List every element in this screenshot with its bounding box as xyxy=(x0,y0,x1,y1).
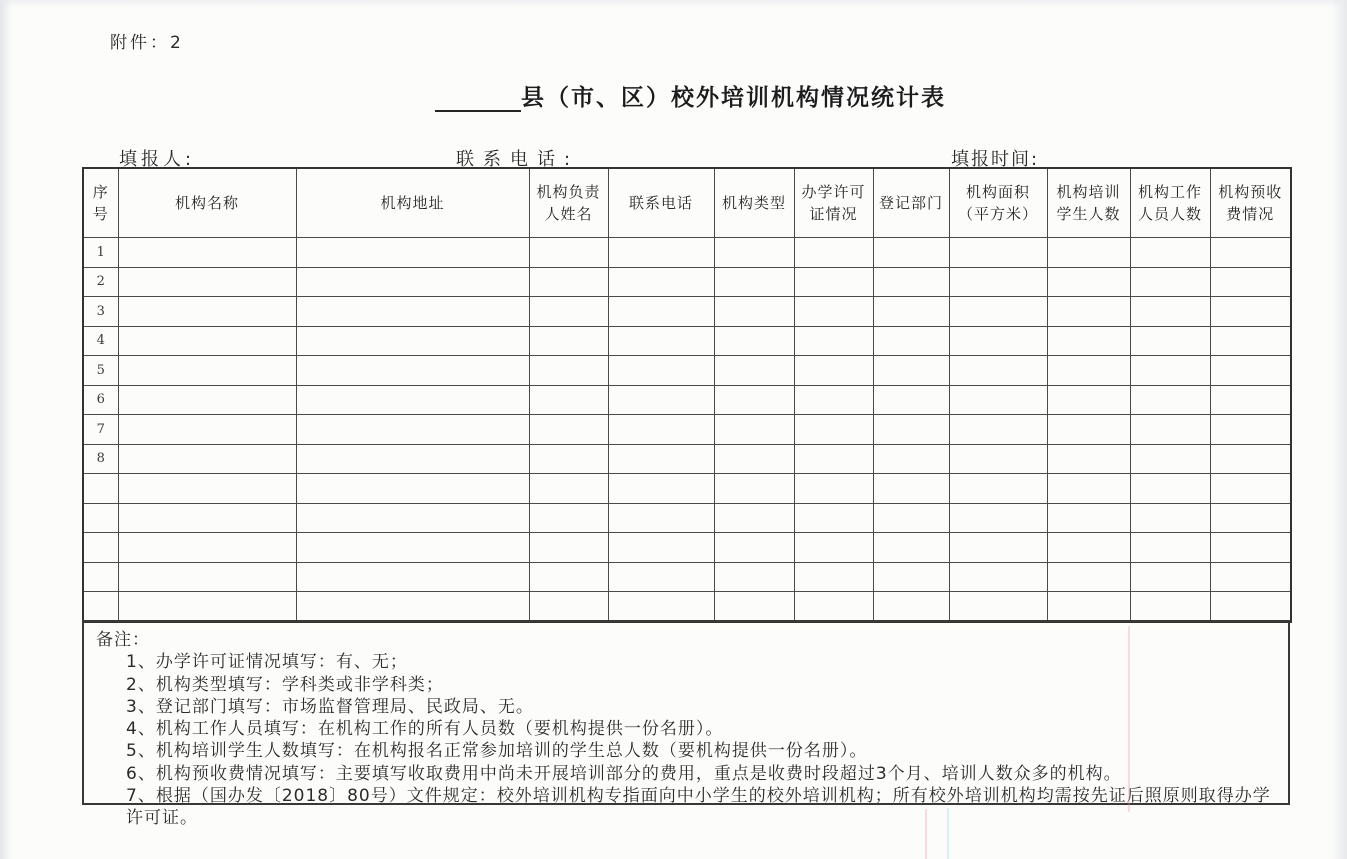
empty-cell xyxy=(1130,474,1210,504)
empty-cell xyxy=(873,474,949,504)
empty-cell xyxy=(949,415,1047,445)
empty-cell xyxy=(1130,385,1210,415)
row-number-cell: 8 xyxy=(83,444,118,474)
scan-edge-artifact xyxy=(0,0,12,859)
col-header-student-count: 机构培训 学生人数 xyxy=(1047,168,1130,238)
row-number-cell: 4 xyxy=(83,326,118,356)
empty-cell xyxy=(118,238,296,268)
empty-cell xyxy=(118,415,296,445)
empty-cell xyxy=(296,238,529,268)
scan-artifact xyxy=(947,808,949,859)
empty-cell xyxy=(949,592,1047,622)
empty-cell xyxy=(794,238,873,268)
empty-cell xyxy=(1130,297,1210,327)
empty-cell xyxy=(873,267,949,297)
row-number-cell xyxy=(83,562,118,592)
empty-cell xyxy=(714,562,794,592)
empty-cell xyxy=(529,326,608,356)
row-number-cell xyxy=(83,474,118,504)
col-header-staff-count: 机构工作 人员人数 xyxy=(1130,168,1210,238)
statistics-table xyxy=(82,167,1292,623)
col-header-license-status: 办学许可 证情况 xyxy=(794,168,873,238)
report-time-label: 填报时间: xyxy=(951,149,1040,170)
empty-cell xyxy=(794,385,873,415)
table-row xyxy=(83,267,1291,297)
empty-cell xyxy=(714,474,794,504)
empty-cell xyxy=(794,356,873,386)
note-item-6: 6、机构预收费情况填写：主要填写收取费用中尚未开展培训部分的费用，重点是收费时段超过3个月、培训人数众多的机构。 xyxy=(126,763,1122,784)
empty-cell xyxy=(608,297,714,327)
empty-cell xyxy=(1210,474,1291,504)
table-row xyxy=(83,592,1291,622)
empty-cell xyxy=(1047,592,1130,622)
scan-edge-artifact xyxy=(0,0,1347,8)
row-number-cell: 1 xyxy=(83,238,118,268)
empty-cell xyxy=(296,474,529,504)
empty-cell xyxy=(296,533,529,563)
empty-cell xyxy=(1047,356,1130,386)
filler-label: 填报人: xyxy=(119,149,196,170)
empty-cell xyxy=(608,533,714,563)
empty-cell xyxy=(608,474,714,504)
title-blank-line xyxy=(435,86,521,112)
scan-artifact xyxy=(1128,626,1130,812)
empty-cell xyxy=(873,385,949,415)
empty-cell xyxy=(1047,385,1130,415)
empty-cell xyxy=(794,444,873,474)
empty-cell xyxy=(1210,267,1291,297)
empty-cell xyxy=(1130,326,1210,356)
empty-cell xyxy=(949,238,1047,268)
empty-cell xyxy=(714,238,794,268)
table-row xyxy=(83,533,1291,563)
empty-cell xyxy=(296,326,529,356)
empty-cell xyxy=(794,474,873,504)
empty-cell xyxy=(794,326,873,356)
notes-label: 备注： xyxy=(96,630,150,650)
table-row xyxy=(83,444,1291,474)
empty-cell xyxy=(118,326,296,356)
empty-cell xyxy=(1130,562,1210,592)
col-header-institution-address: 机构地址 xyxy=(296,168,529,238)
empty-cell xyxy=(118,297,296,327)
empty-cell xyxy=(1047,444,1130,474)
table-row xyxy=(83,238,1291,268)
empty-cell xyxy=(949,562,1047,592)
empty-cell xyxy=(949,503,1047,533)
empty-cell xyxy=(1047,533,1130,563)
empty-cell xyxy=(873,562,949,592)
row-number-cell: 5 xyxy=(83,356,118,386)
table-row xyxy=(83,562,1291,592)
empty-cell xyxy=(1047,474,1130,504)
empty-cell xyxy=(1210,356,1291,386)
empty-cell xyxy=(296,356,529,386)
empty-cell xyxy=(118,562,296,592)
empty-cell xyxy=(714,267,794,297)
row-number-cell: 3 xyxy=(83,297,118,327)
empty-cell xyxy=(296,503,529,533)
row-number-cell xyxy=(83,533,118,563)
empty-cell xyxy=(949,444,1047,474)
empty-cell xyxy=(794,415,873,445)
empty-cell xyxy=(1130,503,1210,533)
empty-cell xyxy=(529,267,608,297)
empty-cell xyxy=(714,444,794,474)
empty-cell xyxy=(1047,562,1130,592)
empty-cell xyxy=(794,267,873,297)
empty-cell xyxy=(1130,356,1210,386)
table-header-row xyxy=(83,168,1291,238)
empty-cell xyxy=(794,592,873,622)
col-header-person-in-charge: 机构负责 人姓名 xyxy=(529,168,608,238)
empty-cell xyxy=(1210,533,1291,563)
empty-cell xyxy=(118,356,296,386)
empty-cell xyxy=(873,326,949,356)
empty-cell xyxy=(1047,503,1130,533)
empty-cell xyxy=(608,385,714,415)
table-row xyxy=(83,474,1291,504)
empty-cell xyxy=(714,326,794,356)
empty-cell xyxy=(1130,444,1210,474)
note-item-7: 7、根据（国办发〔2018〕80号）文件规定：校外培训机构专指面向中小学生的校外培训机构；所有校外培训机构均需按先证后照原则取得办学许可证。 xyxy=(126,786,1271,829)
empty-cell xyxy=(1047,267,1130,297)
table-row xyxy=(83,503,1291,533)
empty-cell xyxy=(118,533,296,563)
scan-artifact xyxy=(925,809,927,859)
note-item-3: 3、登记部门填写：市场监督管理局、民政局、无。 xyxy=(126,696,534,717)
empty-cell xyxy=(714,415,794,445)
empty-cell xyxy=(1210,444,1291,474)
empty-cell xyxy=(296,562,529,592)
empty-cell xyxy=(608,503,714,533)
empty-cell xyxy=(529,356,608,386)
col-header-serial-number: 序号 xyxy=(83,168,118,238)
empty-cell xyxy=(296,592,529,622)
empty-cell xyxy=(873,238,949,268)
empty-cell xyxy=(873,592,949,622)
empty-cell xyxy=(118,592,296,622)
empty-cell xyxy=(1210,562,1291,592)
empty-cell xyxy=(794,533,873,563)
empty-cell xyxy=(608,238,714,268)
empty-cell xyxy=(949,356,1047,386)
empty-cell xyxy=(794,562,873,592)
empty-cell xyxy=(296,385,529,415)
note-item-2: 2、机构类型填写：学科类或非学科类； xyxy=(126,674,444,695)
empty-cell xyxy=(529,444,608,474)
empty-cell xyxy=(949,474,1047,504)
empty-cell xyxy=(873,533,949,563)
empty-cell xyxy=(608,326,714,356)
empty-cell xyxy=(1047,326,1130,356)
row-number-cell: 6 xyxy=(83,385,118,415)
col-header-prepaid-fees: 机构预收 费情况 xyxy=(1210,168,1291,238)
empty-cell xyxy=(529,385,608,415)
empty-cell xyxy=(873,297,949,327)
empty-cell xyxy=(1210,592,1291,622)
empty-cell xyxy=(794,297,873,327)
row-number-cell: 2 xyxy=(83,267,118,297)
page-title xyxy=(0,84,1347,112)
empty-cell xyxy=(296,444,529,474)
empty-cell xyxy=(1047,297,1130,327)
empty-cell xyxy=(529,562,608,592)
empty-cell xyxy=(608,415,714,445)
empty-cell xyxy=(529,415,608,445)
empty-cell xyxy=(949,326,1047,356)
empty-cell xyxy=(1210,326,1291,356)
col-header-institution-type: 机构类型 xyxy=(714,168,794,238)
empty-cell xyxy=(714,356,794,386)
empty-cell xyxy=(873,356,949,386)
empty-cell xyxy=(714,297,794,327)
empty-cell xyxy=(1130,533,1210,563)
empty-cell xyxy=(714,385,794,415)
empty-cell xyxy=(296,415,529,445)
empty-cell xyxy=(873,415,949,445)
empty-cell xyxy=(529,503,608,533)
empty-cell xyxy=(118,444,296,474)
col-header-contact-phone: 联系电话 xyxy=(608,168,714,238)
attachment-label: 附件：2 xyxy=(110,33,184,53)
table-row xyxy=(83,415,1291,445)
empty-cell xyxy=(529,592,608,622)
empty-cell xyxy=(1047,415,1130,445)
empty-cell xyxy=(608,444,714,474)
scan-edge-artifact xyxy=(1331,0,1347,859)
contact-phone-label: 联系电话: xyxy=(456,149,580,170)
empty-cell xyxy=(1210,503,1291,533)
empty-cell xyxy=(118,267,296,297)
empty-cell xyxy=(1210,385,1291,415)
empty-cell xyxy=(296,297,529,327)
empty-cell xyxy=(1130,267,1210,297)
empty-cell xyxy=(529,238,608,268)
empty-cell xyxy=(873,503,949,533)
row-number-cell xyxy=(83,592,118,622)
empty-cell xyxy=(608,356,714,386)
empty-cell xyxy=(873,444,949,474)
empty-cell xyxy=(949,385,1047,415)
empty-cell xyxy=(1210,297,1291,327)
page-title-text: 县（市、区）校外培训机构情况统计表 xyxy=(521,85,946,111)
empty-cell xyxy=(1130,238,1210,268)
table-row xyxy=(83,326,1291,356)
empty-cell xyxy=(296,267,529,297)
empty-cell xyxy=(1210,238,1291,268)
empty-cell xyxy=(949,267,1047,297)
row-number-cell xyxy=(83,503,118,533)
note-item-1: 1、办学许可证情况填写：有、无； xyxy=(126,652,408,673)
empty-cell xyxy=(529,474,608,504)
note-item-4: 4、机构工作人员填写：在机构工作的所有人员数（要机构提供一份名册）。 xyxy=(126,719,724,740)
empty-cell xyxy=(608,562,714,592)
row-number-cell: 7 xyxy=(83,415,118,445)
empty-cell xyxy=(794,503,873,533)
note-item-5: 5、机构培训学生人数填写：在机构报名正常参加培训的学生总人数（要机构提供一份名册）。 xyxy=(126,741,868,762)
table-row xyxy=(83,297,1291,327)
empty-cell xyxy=(1130,592,1210,622)
table-row xyxy=(83,356,1291,386)
empty-cell xyxy=(118,503,296,533)
empty-cell xyxy=(714,533,794,563)
empty-cell xyxy=(1210,415,1291,445)
empty-cell xyxy=(118,385,296,415)
empty-cell xyxy=(529,297,608,327)
empty-cell xyxy=(714,503,794,533)
empty-cell xyxy=(714,592,794,622)
notes-section xyxy=(82,620,1290,829)
empty-cell xyxy=(608,267,714,297)
empty-cell xyxy=(608,592,714,622)
empty-cell xyxy=(529,533,608,563)
col-header-institution-name: 机构名称 xyxy=(118,168,296,238)
col-header-registration-dept: 登记部门 xyxy=(873,168,949,238)
empty-cell xyxy=(949,533,1047,563)
empty-cell xyxy=(1047,238,1130,268)
table-row xyxy=(83,385,1291,415)
empty-cell xyxy=(949,297,1047,327)
empty-cell xyxy=(1130,415,1210,445)
empty-cell xyxy=(118,474,296,504)
col-header-area-sqm: 机构面积 （平方米） xyxy=(949,168,1047,238)
